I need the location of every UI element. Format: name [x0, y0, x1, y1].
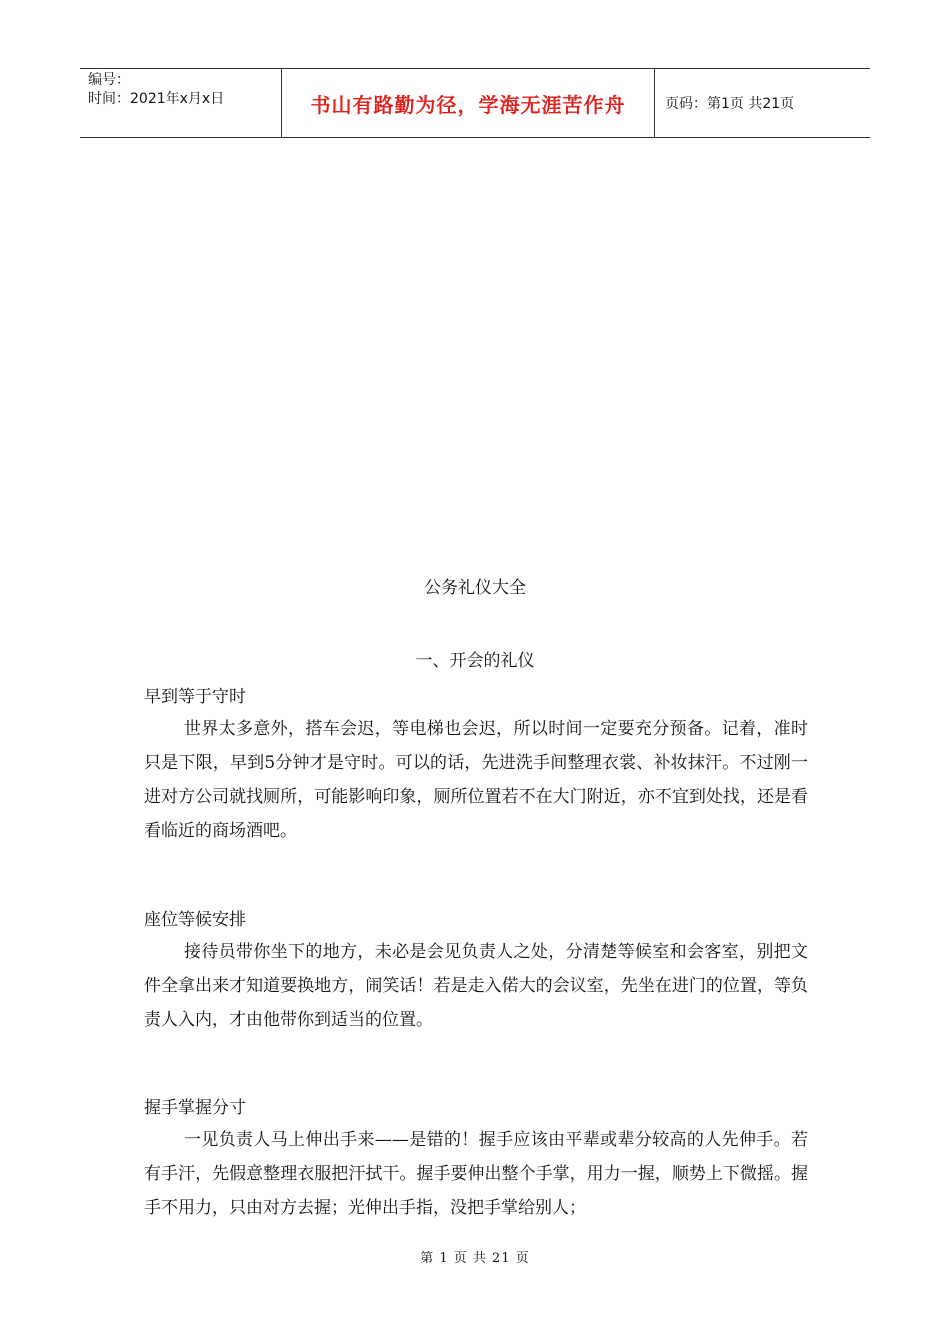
- header-page-cell: [655, 69, 870, 137]
- time-label: 时间：2021年x月x日: [88, 91, 225, 107]
- header-table: [80, 68, 870, 138]
- subsection-paragraph: 一见负责人马上伸出手来——是错的！握手应该由平辈或辈分较高的人先伸手。若有手汗，先假意整理衣服把汗拭干。握手要伸出整个手掌，用力一握，顺势上下微摇。握手不用力，只由对方去握；光伸出手指，没把手掌给别人；: [144, 1130, 808, 1218]
- motto-text: 书山有路勤为径，学海无涯苦作舟: [310, 92, 626, 117]
- serial-label: 编号：: [88, 72, 130, 88]
- document-title: 公务礼仪大全: [424, 578, 526, 598]
- subsection-paragraph: 世界太多意外，搭车会迟，等电梯也会迟，所以时间一定要充分预备。记着，准时只是下限，早到5分钟才是守时。可以的话，先进洗手间整理衣裳、补妆抹汗。不过刚一进对方公司就找厕所，可能影响印象，厕所位置若不在大门附近，亦不宜到处找，还是看看临近的商场酒吧。: [144, 719, 808, 841]
- page-info: 页码：第1页 共21页: [665, 96, 795, 112]
- header-meta-cell: [80, 69, 282, 137]
- section-title: 一、开会的礼仪: [415, 651, 535, 671]
- subsection-heading: 握手掌握分寸: [144, 1098, 246, 1118]
- header-motto-cell: [282, 69, 655, 137]
- page-footer: 第 1 页 共 21 页: [420, 1251, 530, 1266]
- subsection-heading: 早到等于守时: [144, 687, 246, 707]
- subsection-heading: 座位等候安排: [144, 910, 246, 930]
- subsection-paragraph: 接待员带你坐下的地方，未必是会见负责人之处，分清楚等候室和会客室，别把文件全拿出来才知道要换地方，闹笑话！若是走入偌大的会议室，先坐在进门的位置，等负责人入内，才由他带你到适当的位置。: [144, 942, 808, 1030]
